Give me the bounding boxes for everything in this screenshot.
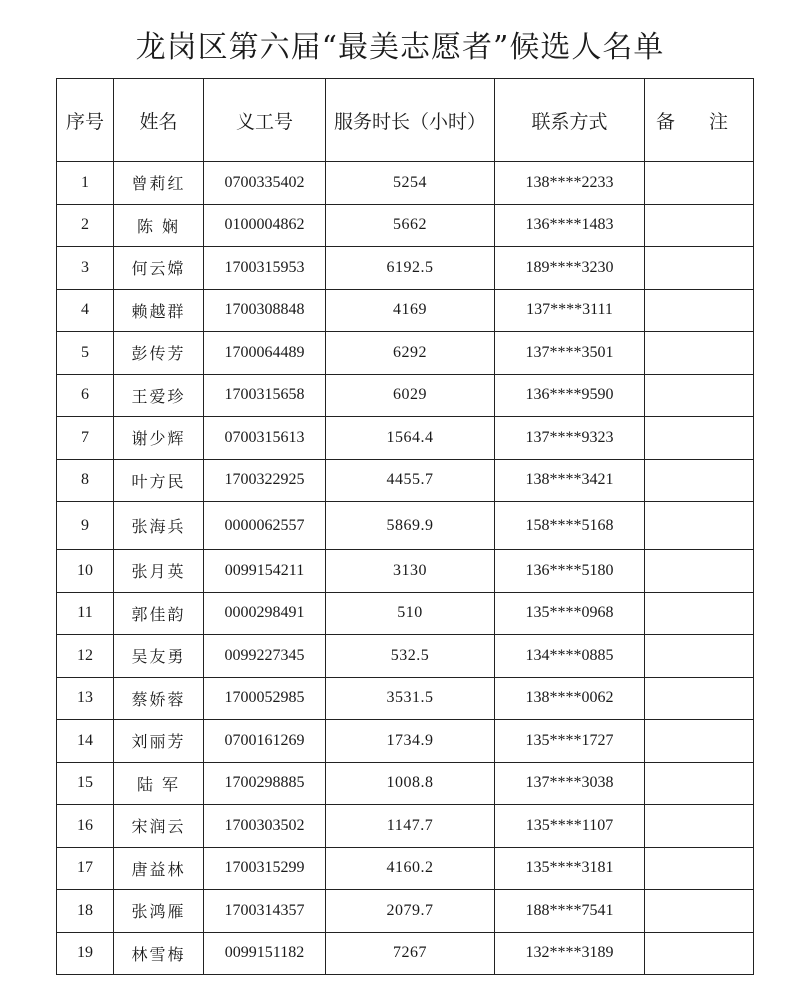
header-no: 序号 [57,79,114,162]
table-row [57,289,754,332]
remark-cell [645,677,754,720]
header-volunteer-id: 义工号 [204,79,326,162]
service-hours-cell: 1147.7 [326,805,495,848]
row-number-cell: 11 [57,592,114,635]
row-number-cell: 4 [57,289,114,332]
service-hours-cell: 5662 [326,204,495,247]
service-hours-cell: 4169 [326,289,495,332]
volunteer-id-cell: 1700052985 [204,677,326,720]
table-row [57,417,754,460]
row-number-cell: 13 [57,677,114,720]
name-cell: 张海兵 [114,502,204,550]
volunteer-id-cell: 1700298885 [204,762,326,805]
row-number-cell: 3 [57,247,114,290]
contact-cell: 136****9590 [495,374,645,417]
row-number-cell: 7 [57,417,114,460]
document-title: 龙岗区第六届“最美志愿者”候选人名单 [135,30,665,65]
volunteer-id-cell: 1700308848 [204,289,326,332]
row-number-cell: 14 [57,720,114,763]
contact-cell: 189****3230 [495,247,645,290]
volunteer-id-cell: 0100004862 [204,204,326,247]
table-row [57,374,754,417]
table-row [57,635,754,678]
volunteer-id-cell: 0099151182 [204,932,326,975]
service-hours-cell: 1734.9 [326,720,495,763]
table-header-row [57,79,754,162]
service-hours-cell: 510 [326,592,495,635]
row-number-cell: 15 [57,762,114,805]
volunteer-id-cell: 0099227345 [204,635,326,678]
name-cell: 郭佳韵 [114,592,204,635]
contact-cell: 132****3189 [495,932,645,975]
header-hours: 服务时长（小时） [326,79,495,162]
remark-cell [645,720,754,763]
volunteer-id-cell: 0099154211 [204,550,326,593]
service-hours-cell: 4455.7 [326,459,495,502]
contact-cell: 134****0885 [495,635,645,678]
service-hours-cell: 3130 [326,550,495,593]
contact-cell: 138****2233 [495,162,645,205]
remark-cell [645,289,754,332]
volunteer-id-cell: 0000062557 [204,502,326,550]
service-hours-cell: 6029 [326,374,495,417]
contact-cell: 135****0968 [495,592,645,635]
row-number-cell: 17 [57,847,114,890]
remark-cell [645,890,754,933]
volunteer-id-cell: 1700322925 [204,459,326,502]
row-number-cell: 18 [57,890,114,933]
remark-cell [645,592,754,635]
contact-cell: 188****7541 [495,890,645,933]
header-contact: 联系方式 [495,79,645,162]
contact-cell: 135****3181 [495,847,645,890]
service-hours-cell: 4160.2 [326,847,495,890]
row-number-cell: 6 [57,374,114,417]
contact-cell: 158****5168 [495,502,645,550]
name-cell: 宋润云 [114,805,204,848]
row-number-cell: 9 [57,502,114,550]
table-row [57,805,754,848]
name-cell: 刘丽芳 [114,720,204,763]
service-hours-cell: 6292 [326,332,495,375]
contact-cell: 137****3501 [495,332,645,375]
service-hours-cell: 1564.4 [326,417,495,460]
table-row [57,932,754,975]
service-hours-cell: 5869.9 [326,502,495,550]
table-row [57,459,754,502]
table-row [57,762,754,805]
volunteer-id-cell: 1700315953 [204,247,326,290]
table-row [57,720,754,763]
name-cell: 叶方民 [114,459,204,502]
table-body [57,162,754,975]
service-hours-cell: 6192.5 [326,247,495,290]
name-cell: 王爱珍 [114,374,204,417]
name-cell: 唐益林 [114,847,204,890]
name-cell: 何云嫦 [114,247,204,290]
header-remark: 备 注 [645,79,754,162]
name-cell: 张鸿雁 [114,890,204,933]
header-name: 姓名 [114,79,204,162]
table-row [57,550,754,593]
contact-cell: 138****0062 [495,677,645,720]
name-cell: 曾莉红 [114,162,204,205]
row-number-cell: 16 [57,805,114,848]
candidate-table [56,78,754,975]
volunteer-id-cell: 1700303502 [204,805,326,848]
remark-cell [645,550,754,593]
name-cell: 陆 军 [114,762,204,805]
row-number-cell: 1 [57,162,114,205]
row-number-cell: 12 [57,635,114,678]
volunteer-id-cell: 1700315299 [204,847,326,890]
name-cell: 张月英 [114,550,204,593]
table-row [57,162,754,205]
contact-cell: 138****3421 [495,459,645,502]
contact-cell: 136****5180 [495,550,645,593]
name-cell: 彭传芳 [114,332,204,375]
volunteer-id-cell: 0700161269 [204,720,326,763]
name-cell: 陈 娴 [114,204,204,247]
contact-cell: 136****1483 [495,204,645,247]
remark-cell [645,374,754,417]
name-cell: 赖越群 [114,289,204,332]
service-hours-cell: 1008.8 [326,762,495,805]
table-row [57,847,754,890]
service-hours-cell: 532.5 [326,635,495,678]
contact-cell: 137****9323 [495,417,645,460]
remark-cell [645,247,754,290]
service-hours-cell: 2079.7 [326,890,495,933]
row-number-cell: 5 [57,332,114,375]
volunteer-id-cell: 1700064489 [204,332,326,375]
contact-cell: 137****3038 [495,762,645,805]
name-cell: 吴友勇 [114,635,204,678]
table-row [57,247,754,290]
remark-cell [645,204,754,247]
table-row [57,890,754,933]
remark-cell [645,847,754,890]
remark-cell [645,459,754,502]
remark-cell [645,332,754,375]
remark-cell [645,932,754,975]
remark-cell [645,805,754,848]
service-hours-cell: 3531.5 [326,677,495,720]
contact-cell: 135****1107 [495,805,645,848]
remark-cell [645,417,754,460]
row-number-cell: 19 [57,932,114,975]
table-row [57,677,754,720]
contact-cell: 137****3111 [495,289,645,332]
table-row [57,592,754,635]
name-cell: 蔡娇蓉 [114,677,204,720]
remark-cell [645,635,754,678]
table-row [57,332,754,375]
row-number-cell: 10 [57,550,114,593]
service-hours-cell: 7267 [326,932,495,975]
name-cell: 林雪梅 [114,932,204,975]
remark-cell [645,762,754,805]
table-row [57,204,754,247]
contact-cell: 135****1727 [495,720,645,763]
remark-cell [645,502,754,550]
volunteer-id-cell: 0700315613 [204,417,326,460]
remark-cell [645,162,754,205]
row-number-cell: 8 [57,459,114,502]
row-number-cell: 2 [57,204,114,247]
service-hours-cell: 5254 [326,162,495,205]
name-cell: 谢少辉 [114,417,204,460]
table-row [57,502,754,550]
volunteer-id-cell: 1700314357 [204,890,326,933]
volunteer-id-cell: 0000298491 [204,592,326,635]
volunteer-id-cell: 0700335402 [204,162,326,205]
volunteer-id-cell: 1700315658 [204,374,326,417]
